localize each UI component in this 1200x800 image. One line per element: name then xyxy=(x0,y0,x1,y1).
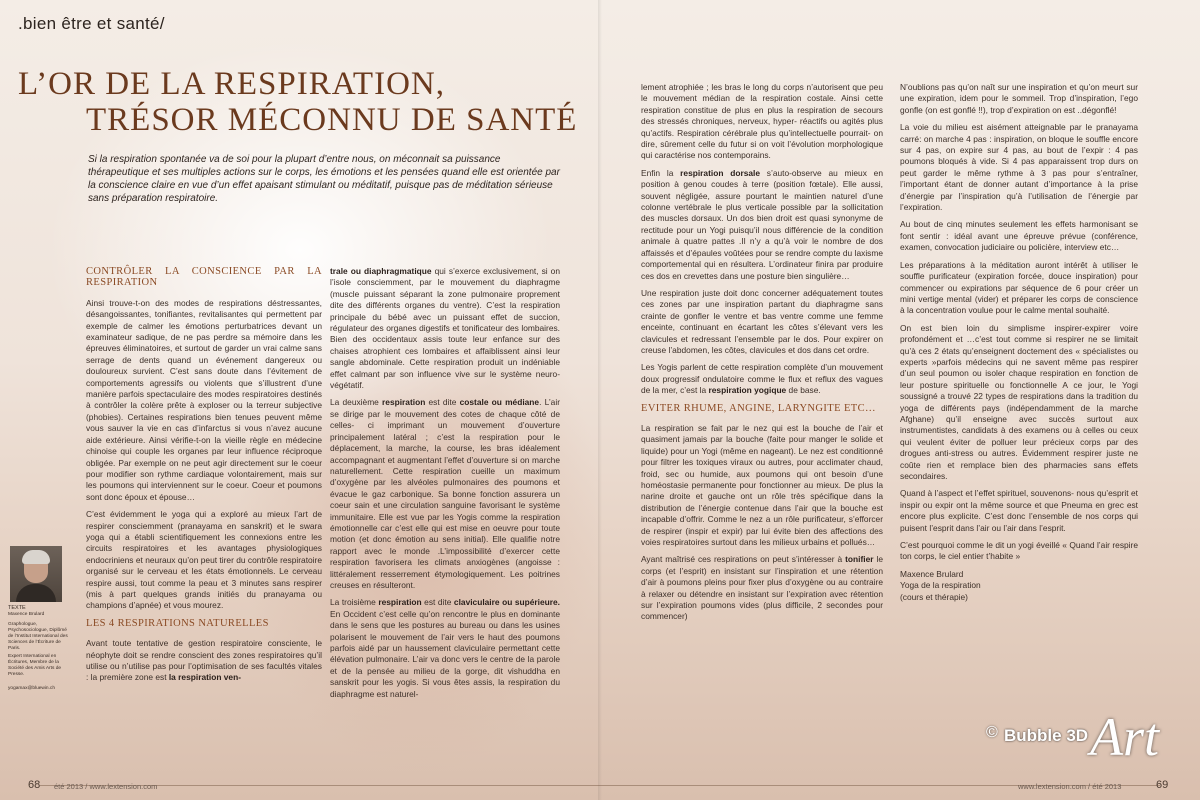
paragraph: lement atrophiée ; les bras le long du corps n’autorisent que peu le mouvement médian de la respiration costale. Ainsi cette respiration constitue de plus en plus la respiration de secours des stressés chroniques, nerveux, hyper- réactifs ou agités plus qu’actifs. Respiration cérébrale plus qu’intellectuelle pourrait- on dire, sûrement celle du futur si on voit l’évolution morphologique qui caractérise nos contemporains. xyxy=(641,82,883,161)
paragraph: La respiration se fait par le nez qui est la bouche de l’air et quasiment jamais par la bouche (faite pour manger le solide et liquide) pour un Yogi (même en nageant). Le nez est conditionné pour filtrer les toxiques viraux ou autres, pour acclimater chaud, froid, sec ou humide, aux poumons qui ont besoin d’une homéostasie permanente pour fonctionner au mieux. De plus la narine droite et gauche ont un rôle très spécifique dans la distribution de l’énergie contenue dans l’air que la bouche est incapable d’offrir. Comme le nez a un rôle purificateur, s’efforcer de respirer (inspir et expir) par lui évite bien des affections des voies respiratoires surtout dans les milieux urbains et pollués… xyxy=(641,422,883,548)
author-sidebar xyxy=(0,546,80,772)
column-2 xyxy=(330,266,560,706)
paragraph: Les préparations à la méditation auront intérêt à utiliser le souffle purificateur (expiration forcée, douce inspiration) pour commencer ou expirations par séquence de 6 pour créer un mini vertige mental (vider) et préparer les corps de conscience à la concentration voulue pour le calme mental souhaité. xyxy=(900,259,1138,316)
article-intro: Si la respiration spontanée va de soi pour la plupart d’entre nous, on méconnait sa puissance thérapeutique et ses multiples actions sur le corps, les émotions et les pensées quand elle est orientée par la conscience claire en vue d’un effet apaisant stimulant ou méditatif, puisque pas de méditation sérieuse sans préparation respiratoire. xyxy=(88,154,560,204)
subheading-eviter-rhume: EVITER RHUME, ANGINE, LARYNGITE ETC… xyxy=(641,402,876,414)
signature-title: Yoga de la respiration xyxy=(900,580,981,591)
author-bio-2: Expert International en Écritures, Membre de la Société des Amis Arts de Presse. xyxy=(8,654,62,677)
watermark-text: Bubble 3D xyxy=(1004,726,1089,745)
paragraph: trale ou diaphragmatique qui s’exerce exclusivement, si on l’isole consciemment, par le mouvement du diaphragme (muscle puissant séparant la zone pulmonaire proprement dite des différents organes du ventre). C’est la respiration principale du bébé avec un puissant effet de succion, régulateur des organes digestifs et tonificateur des lombaires. Bien des occidentaux assis toute leur enfance sur des chaises atrophient ces lombaires et affaiblissent ainsi leur sangle abdominale. Cette respiration produit un indéniable effet calmant par son influence vive sur le système neuro-végétatif. xyxy=(330,266,561,391)
author-label: TEXTE xyxy=(8,605,26,611)
paragraph: C’est pourquoi comme le dit un yogi éveillé « Quand l’air respire ton corps, le ciel entier t’habite » xyxy=(900,540,1138,562)
signature-subtitle: (cours et thérapie) xyxy=(900,591,968,602)
page-gutter xyxy=(598,0,602,800)
article-title-line-2: TRÉSOR MÉCONNU DE SANTÉ xyxy=(86,102,578,138)
paragraph: La deuxième respiration est dite costale ou médiane. L’air se dirige par le mouvement des cotes de chaque côté de celles- ci imprimant un mouvement d’ouverture principalement latéral ; c’est la respiration pour le déplacement, la marche, la course, les bras idéalement accompagnant et augmentant l’effet d’ouverture si on marche naturellement. Cette respiration cueille un maximum d’oxygène par les alvéoles pulmonaires des poumons et évacue le gaz carbonique. Sa bonne fonction assurera un coeur sain et une circulation sanguine favorisant le système immunitaire. Elle est vue par les Yogis comme la respiration émotionnelle car c’est elle qui est mise en oeuvre pour toute motion (et donc émotion au sens initial). Elle qualifie notre rapport avec le monde .L’impossibilité d’exercer cette respiration favorisera les climats anxiogènes (angoisse : littéralement resserrement étymologiquement. Les poitrines creuses en résulteront. xyxy=(330,397,560,590)
paragraph: On est bien loin du simplisme inspirer-expirer voire profondément et …c’est tout comme si respirer ne se limitait qu’à ces 2 états qu’enseignent doctement des « spécialistes ou experts »parfois médecins qui ne savent même pas respirer d’un seul poumon ou isoler chaque respiration en fonction de leur posture spirituelle ou fonctionnelle A ce jour, le Yogi soussigné a trouvé 22 types de respirations dans la tradition du yoga de différents pays (indépendamment de la marche Afghane) qu’il enseigne avec succès surtout aux instrumentistes, candidats à des examens ou à celles ou ceux qui veulent éviter de polluer leur précieux corps par des drogues anti-stress ou autres. Évidemment respirer juste ne coûte rien et remplace bien des pharmacies sans effets secondaires. xyxy=(900,322,1138,481)
author-photo xyxy=(10,546,62,602)
column-3 xyxy=(641,82,883,629)
paragraph: C’est évidemment le yoga qui a exploré au mieux l’art de respirer consciemment (pranayama en sanskrit) et le swara yoga qui a établi scientifiquement les connexions entre les circuits respiratoires et les avantages physiologiques endocriniens et neuraux qu’on peut tirer du contrôle respiratoire organisé sur le cerveau et les états émotionnels. Le cerveau respire aussi, tout comme la peau et 3 minutes sans respirer (mis à part quelques grands initiés du pranayama ou champions d’apnée) et vous mourez. xyxy=(86,509,322,611)
subheading-controle: CONTRÔLER LA CONSCIENCE PAR LA RESPIRATION xyxy=(86,266,322,289)
paragraph: Une respiration juste doit donc concerner adéquatement toutes ces zones par une inspiration partant du diaphragme sans crainte de gonfler le ventre et bas ventre comme une femme enceinte, continuant en écartant les côtes s’élevant vers les clavicules et redressant l’ensemble par le dos. Pour expirer on creuse l’abdomen, les côtes, clavicules et dos dans cet ordre. xyxy=(641,287,883,355)
watermark-logo xyxy=(986,707,1160,778)
column-4 xyxy=(900,82,1138,603)
paragraph: La voie du milieu est aisément atteignable par le pranayama carré: on marche 4 pas : inspiration, on bloque le souffle encore sur 4 pas, on expire sur 4 pas, au bout de l’expir : 4 pas poumons bloqués à vide. Si 4 pas apparaissent trop durs on peut garder le même rythme à 3 pas pour s’entraîner, l’important étant de donner autant d’importance à la prise d’énergie par l’inspiration qu’à l’utilisation de l’énergie par l’expiration. xyxy=(900,122,1138,213)
footer-issue-left: été 2013 / www.lextension.com xyxy=(54,782,158,791)
section-tag: .bien être et santé/ xyxy=(18,14,165,33)
author-name: Maxence Brulard xyxy=(8,612,45,617)
footer-rule xyxy=(40,785,1160,786)
paragraph: La troisième respiration est dite claviculaire ou supérieure. En Occident c’est celle qu’on rencontre le plus en dominante dans le sens que les postures au bureau ou dans les usines polarisent le mouvement de l’air vers le haut des poumons parfois aidé par un haussement claviculaire permettant cette élévation pulmonaire. L’air va donc vers le centre de la parole et de la pensée au milieu de la gorge, dit vishuddha en sanskrit pour les yogis. Si vous êtes assis, la respiration du diaphragme est naturel- xyxy=(330,597,560,699)
watermark-art: Art xyxy=(1090,707,1160,767)
column-1 xyxy=(86,266,322,690)
footer-issue-right: www.lextension.com / été 2013 xyxy=(1018,782,1122,791)
page-number-left: 68 xyxy=(28,779,41,791)
paragraph: Enfin la respiration dorsale s’auto-observe au mieux en position à genou coudes à terre (position fœtale). Elle aussi, souvent négligée, assure pourtant le maintien naturel d’une colonne vertébrale le plus verticale possible par la sollicitation des muscles dorsaux. Un dos bien droit est quasi synonyme de rectitude pour un Yogi puisqu’il nous différencie de la condition animale à quatre pattes .Il n’y a qu’à voir le nombre de dos affaissés et d’épaules voûtées pour se rendre compte du laxisme comportemental qui en résultera. L’ordinateur finira par produire ces dos en crevettes dans une posture bien singulière… xyxy=(641,167,883,281)
article-title-line-1: L’OR DE LA RESPIRATION, xyxy=(18,66,445,102)
author-bio-1: Graphologue, Psychosociologue, Diplômé de l’Institut International des Sciences de l’Écriture de Paris. xyxy=(8,622,68,651)
paragraph: Avant toute tentative de gestion respiratoire consciente, le néophyte doit se rendre conscient des zones respiratoires qu’il utilise ou n’utilise pas pour l’optimisation de ses facultés vitales : la première zone est la respiration ven- xyxy=(86,638,322,683)
paragraph: Ayant maîtrisé ces respirations on peut s’intéresser à tonifier le corps (et l’esprit) en insistant sur l’inspiration et une rétention d’air à poumons pleins pour fixer plus d’oxygène ou au contraire à relaxer ou détendre en insistant sur l’expiration avec rétention sur l’expiration poumons vides (plus difficile, 2 secondes pour commencer) xyxy=(641,554,883,622)
paragraph: Ainsi trouve-t-on des modes de respirations déstressantes, désangoissantes, tonifiantes, revitalisantes qui permettent par exemple de calmer les émotions perturbatrices devant un examinateur sadique, de ne pas perdre sa mémoire dans les épreuves éliminatoires, et surtout de garder un vrai calme sans serrage de dents quand un événement dangereux ou douloureux survient. C’est sans doute dans l’évitement de comportements agressifs ou violents que s’illustrent d’une manière parfois spectaculaire des modes respiratoires destinés à contrôler la colère prête à exploser ou la terreur subjective (phobies). Certaines respirations bien tenues peuvent même vous sauver la vie en cas d’infarctus si vous n’avez aucune aide extérieure. Ainsi vérifie-t-on la vieille règle en médecine chinoise qui couple les organes par leur influence réciproque obligée. Par exemple on ne peut agir directement sur le coeur pour modifier son rythme cardiaque volontairement, mais sur les poumons qui interviennent sur le coeur. Coeur et poumons sont donc époux et épouse… xyxy=(86,297,322,502)
subheading-4-respirations: LES 4 RESPIRATIONS NATURELLES xyxy=(86,617,269,629)
paragraph: N’oublions pas qu’on naît sur une inspiration et qu’on meurt sur une expiration, idem pour le sommeil. Trop d’inspiration, l’ego gonfle (on est gonflé !!), trop d’expiration on est ..dégonflé! xyxy=(900,82,1138,115)
signature xyxy=(900,569,1138,603)
paragraph: Quand à l’aspect et l’effet spirituel, souvenons- nous qu’esprit et inspir ou expir ont la même source et que Pneuma en grec est encore plus explicite. C’est donc l’ensemble de nos corps qui puisent l’esprit dans l’air ou l’air dans l’esprit. xyxy=(900,488,1138,533)
signature-name: Maxence Brulard xyxy=(900,568,964,579)
copyright-icon: © xyxy=(986,724,998,741)
author-email: yogamax@bluewin.ch xyxy=(8,686,55,691)
paragraph: Au bout de cinq minutes seulement les effets harmonisant se font sentir : idéal avant une épreuve prévue (conférence, examen, convocation judiciaire ou policière, interview etc… xyxy=(900,219,1138,253)
paragraph: Les Yogis parlent de cette respiration complète d’un mouvement doux progressif ondulatoire comme le flux et reflux des vagues de la mer, c’est la respiration yogique de base. xyxy=(641,362,883,396)
page-number-right: 69 xyxy=(1156,779,1169,791)
